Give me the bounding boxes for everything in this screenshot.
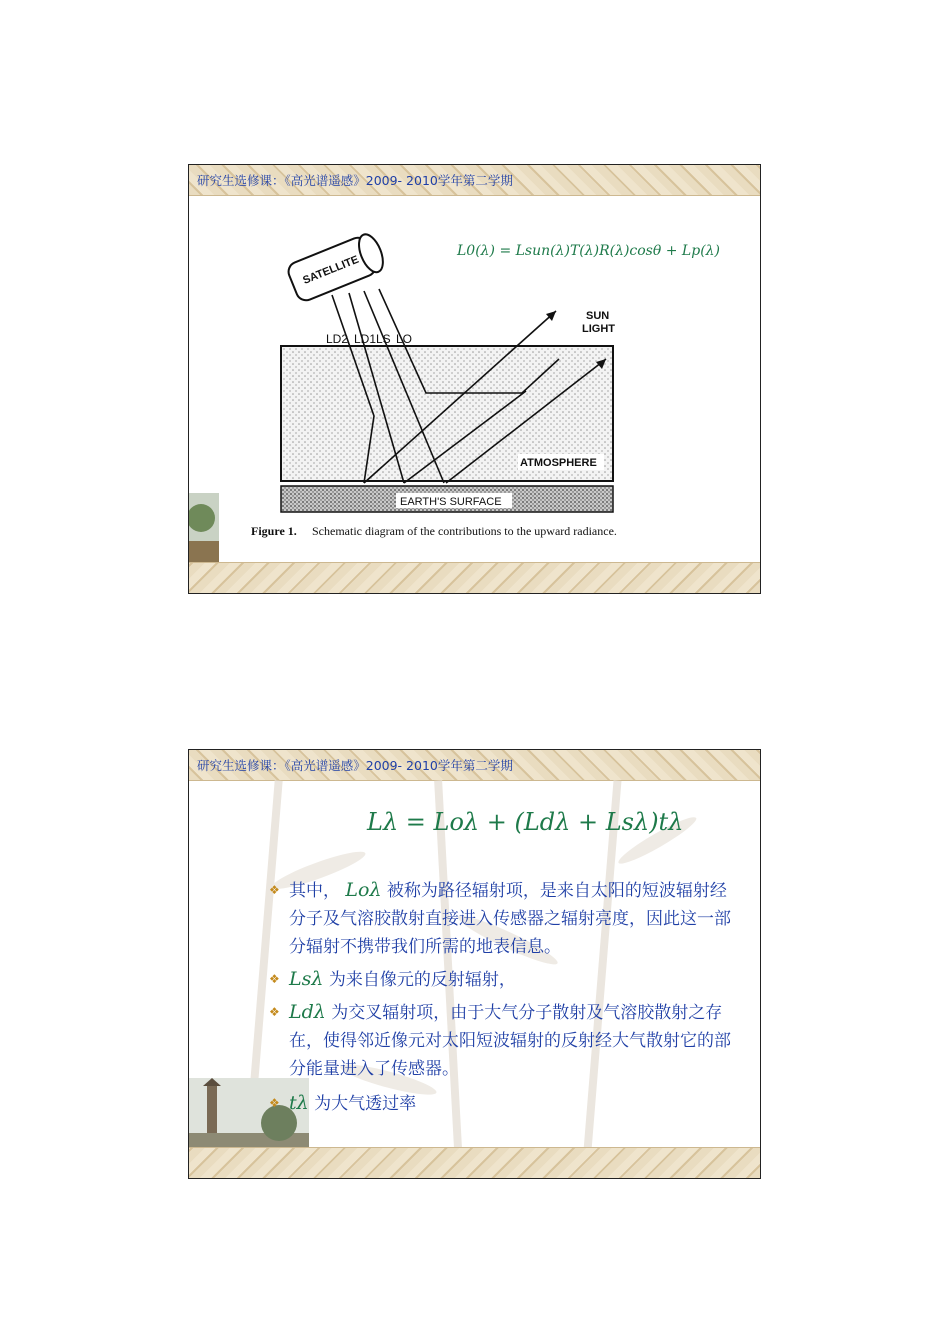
bullet-text: 为大气透过率 xyxy=(314,1094,417,1114)
sun-label-line2: LIGHT xyxy=(582,323,615,335)
main-formula-text: Lλ = Loλ + (Ldλ + Lsλ)tλ xyxy=(367,808,684,836)
header-title: 研究生选修课：《高光谱遥感》2009- 2010学年第二学期 xyxy=(197,758,513,773)
bullet-text: 为交叉辐射项，由于大气分子散射及气溶胶散射之存在，使得邻近像元对太阳短波辐射的反射经大气散射它的部分能量进入了传感器。 xyxy=(289,1003,731,1079)
symbol-ls: Lsλ xyxy=(289,968,324,990)
path-label-ld2: LD2 xyxy=(326,332,349,346)
sun-label-line1: SUN xyxy=(586,310,610,322)
formula-text: L0(λ) = Lsun(λ)T(λ)R(λ)cosθ + Lp(λ) xyxy=(457,243,720,259)
bullet-prefix: 其中， xyxy=(289,881,340,901)
path-label-lo: LO xyxy=(396,332,413,346)
surface-label: EARTH'S SURFACE xyxy=(400,496,502,508)
slide-header xyxy=(189,165,760,196)
bullet-text: 为来自像元的反射辐射， xyxy=(328,970,516,990)
bullet-item-path-radiance xyxy=(269,876,739,961)
radiance-formula xyxy=(457,243,720,259)
bullet-item-cross-radiance xyxy=(269,998,739,1083)
symbol-t: tλ xyxy=(289,1092,309,1114)
satellite-label: SATELLITE xyxy=(301,253,361,287)
diamond-bullet-icon: ❖ xyxy=(269,972,280,986)
slide-footer xyxy=(189,562,760,593)
caption-text: Schematic diagram of the contributions to the upward radiance. xyxy=(312,524,617,538)
slide-header xyxy=(189,750,760,781)
slide-footer xyxy=(189,1147,760,1178)
slide-1 xyxy=(188,164,761,594)
symbol-ld: Ldλ xyxy=(289,1001,326,1023)
diamond-bullet-icon: ❖ xyxy=(269,883,280,897)
atmosphere-label: ATMOSPHERE xyxy=(520,457,597,469)
bullet-text: 被称为路径辐射项，是来自太阳的短波辐射经分子及气溶胶散射直接进入传感器之辐射亮度，因此这一部分辐射不携带我们所需的地表信息。 xyxy=(289,881,731,957)
header-title: 研究生选修课：《高光谱遥感》2009- 2010学年第二学期 xyxy=(197,173,513,188)
bullet-item-transmittance xyxy=(269,1089,739,1118)
diamond-bullet-icon: ❖ xyxy=(269,1005,280,1019)
bullet-item-reflected-radiance xyxy=(269,965,739,994)
bullet-list xyxy=(269,876,739,1118)
caption-number: Figure 1. xyxy=(251,524,297,538)
symbol-lo: Loλ xyxy=(345,879,382,901)
path-label-ld1: LD1 xyxy=(354,332,377,346)
diamond-bullet-icon: ❖ xyxy=(269,1096,280,1110)
path-label-ls: LS xyxy=(376,332,391,346)
slide-2 xyxy=(188,749,761,1179)
main-formula xyxy=(367,808,683,836)
